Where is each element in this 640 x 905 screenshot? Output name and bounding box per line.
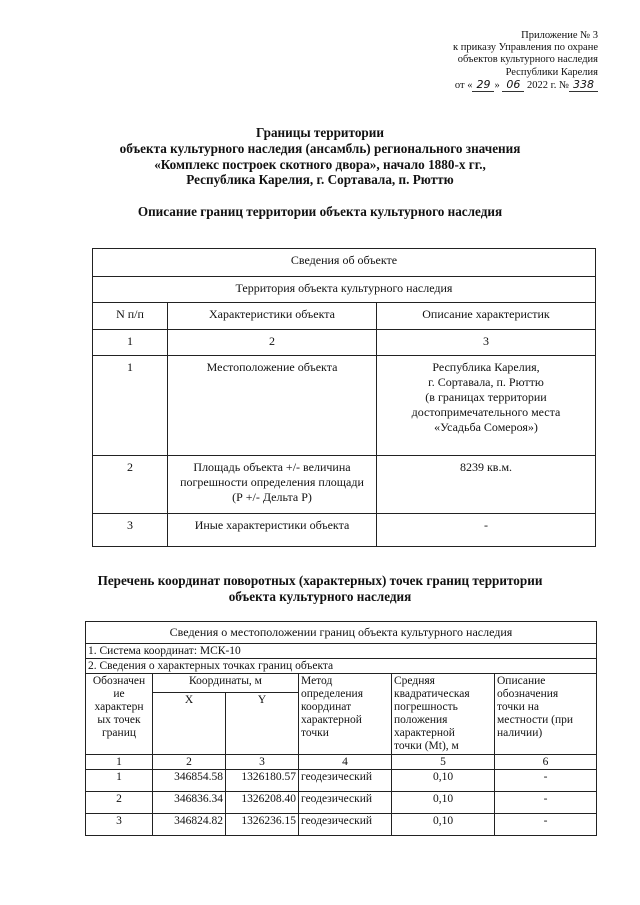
- location-description: Республика Карелия, г. Сортавала, п. Рюттю (в границах территории достопримечательного места «Усадьба Сомероя»): [377, 356, 596, 456]
- handwritten-number: 338: [569, 78, 598, 92]
- column-header: Координаты, м: [153, 674, 299, 693]
- appendix-line: Приложение № 3: [521, 30, 598, 41]
- column-number: 6: [495, 755, 597, 770]
- area-label: Площадь объекта +/- величина погрешности определения площади (Р +/- Дельта Р): [168, 456, 377, 514]
- column-header: Средняя квадратическая погрешность положения характерной точки (Mt), м: [392, 674, 495, 755]
- column-header: Характеристики объекта: [168, 303, 377, 330]
- column-header: Метод определения координат характерной точки: [299, 674, 392, 755]
- column-number: 5: [392, 755, 495, 770]
- appendix-line: Республики Карелия: [505, 66, 598, 78]
- table-row: 3 Иные характеристики объекта -: [93, 514, 596, 547]
- column-number: 3: [377, 330, 596, 356]
- appendix-block: [453, 30, 598, 92]
- coordinates-section-title: Перечень координат поворотных (характерных) точек границ территории объекта культурного наследия: [97, 573, 543, 604]
- table-row: 1 346854.58 1326180.57 геодезический 0,10 -: [86, 770, 597, 792]
- column-header-x: X: [153, 693, 226, 755]
- column-number: 2: [168, 330, 377, 356]
- column-number: 1: [93, 330, 168, 356]
- document-title: Границы территории объекта культурного наследия (ансамбль) регионального значения «Комплекс построек скотного двора», начало 1880-х гг., Республика Карелия, г. Сортавала, п. Рюттю: [119, 125, 521, 188]
- handwritten-day: 29: [472, 78, 494, 92]
- column-number: 1: [86, 755, 153, 770]
- appendix-line: объектов культурного наследия: [457, 54, 598, 66]
- table-row: 3 346824.82 1326236.15 геодезический 0,10 -: [86, 814, 597, 836]
- table-header: Сведения об объекте: [93, 249, 596, 277]
- column-header: Описание обозначения точки на местности (при наличии): [495, 674, 597, 755]
- section-title: Описание границ территории объекта культурного наследия: [137, 204, 503, 219]
- column-header: N п/п: [93, 303, 168, 330]
- column-header: Обозначен ие характерн ых точек границ: [86, 674, 153, 755]
- column-header-y: Y: [226, 693, 299, 755]
- column-header: Описание характеристик: [377, 303, 596, 330]
- table-row: 2 Площадь объекта +/- величина погрешности определения площади (Р +/- Дельта Р) 8239 кв.м.: [93, 456, 596, 514]
- object-info-table: [92, 248, 596, 547]
- table-header: Сведения о местоположении границ объекта культурного наследия: [86, 622, 597, 644]
- table-row: 1 Местоположение объекта Республика Карелия, г. Сортавала, п. Рюттю (в границах территории достопримечательного места «Усадьба Сомероя»): [93, 356, 596, 456]
- column-number: 3: [226, 755, 299, 770]
- coordinate-system: 1. Система координат: МСК-10: [86, 644, 597, 659]
- appendix-line: к приказу Управления по охране: [453, 42, 598, 54]
- column-number: 4: [299, 755, 392, 770]
- column-number: 2: [153, 755, 226, 770]
- points-header: 2. Сведения о характерных точках границ объекта: [86, 659, 597, 674]
- handwritten-month: 06: [502, 78, 524, 92]
- table-subheader: Территория объекта культурного наследия: [93, 277, 596, 303]
- table-row: 2 346836.34 1326208.40 геодезический 0,10 -: [86, 792, 597, 814]
- appendix-date: от « 29 » 06 2022 г. № 338: [453, 79, 598, 92]
- coordinates-table: [85, 621, 597, 836]
